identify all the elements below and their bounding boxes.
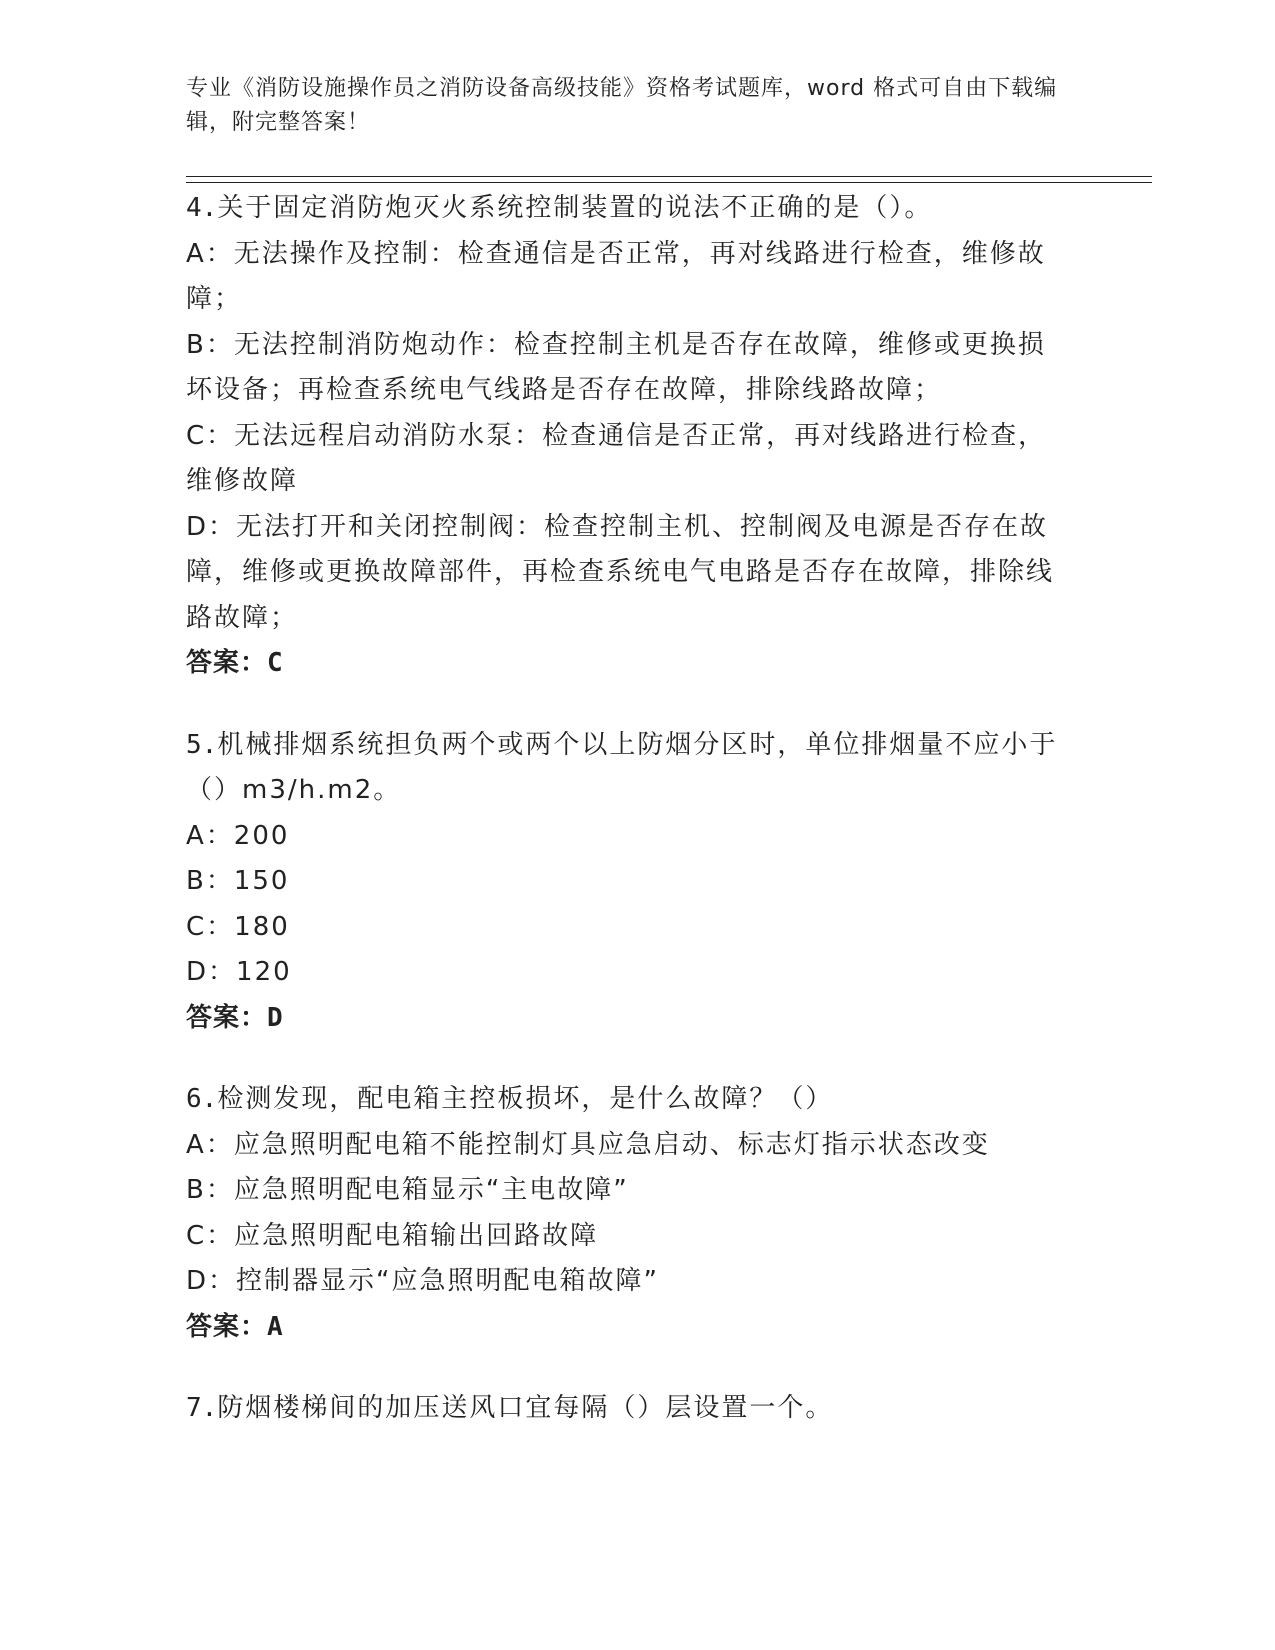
option-c: C：无法远程启动消防水泵：检查通信是否正常，再对线路进行检查，维修故障: [186, 420, 1047, 496]
question-stem: [186, 1077, 1066, 1123]
option-c: C：应急照明配电箱输出回路故障: [186, 1220, 599, 1251]
question-text: 机械排烟系统担负两个或两个以上防烟分区时，单位排烟量不应小于（）m3/h.m2。: [186, 729, 1058, 805]
question-7: [186, 1386, 1066, 1432]
option-c: C：180: [186, 911, 290, 942]
answer-label: 答案：: [186, 648, 268, 678]
question-number: 5.: [186, 729, 218, 760]
question-stem: [186, 1386, 1066, 1432]
question-text: 关于固定消防炮灭火系统控制装置的说法不正确的是（）。: [217, 193, 933, 223]
header-divider-bottom: [186, 182, 1152, 183]
header-text: 专业《消防设施操作员之消防设备高级技能》资格考试题库，word 格式可自由下载编辑，附完整答案！: [186, 76, 1058, 135]
question-number: 4.: [186, 193, 218, 223]
option-d: D：控制器显示“应急照明配电箱故障”: [186, 1266, 659, 1296]
question-4: [186, 186, 1066, 687]
answer-value: C: [267, 648, 284, 678]
option-d: D：无法打开和关闭控制阀：检查控制主机、控制阀及电源是否存在故障，维修或更换故障部件，再检查系统电气电路是否存在故障，排除线路故障；: [186, 511, 1055, 633]
answer-label: 答案：: [186, 1002, 268, 1033]
option-a: A：无法操作及控制：检查通信是否正常，再对线路进行检查，维修故障；: [186, 238, 1046, 314]
question-5: [186, 723, 1066, 1042]
question-stem: [186, 723, 1066, 814]
question-number: 6.: [186, 1084, 218, 1114]
answer-line: [186, 1305, 1066, 1351]
option-a: A：200: [186, 820, 290, 851]
option-b: B：应急照明配电箱显示“主电故障”: [186, 1175, 629, 1205]
document-header: [186, 72, 1066, 140]
answer-line: [186, 641, 1066, 687]
question-stem: [186, 186, 1066, 232]
answer-line: [186, 996, 1066, 1042]
header-divider-top: [186, 176, 1152, 177]
answer-value: A: [267, 1311, 284, 1342]
option-b: B：150: [186, 866, 290, 896]
question-number: 7.: [186, 1393, 218, 1423]
option-d: D：120: [186, 957, 292, 987]
question-text: 检测发现，配电箱主控板损坏，是什么故障？（）: [217, 1084, 834, 1114]
option-b: B：无法控制消防炮动作：检查控制主机是否存在故障，维修或更换损坏设备；再检查系统电气线路是否存在故障，排除线路故障；: [186, 329, 1046, 405]
answer-label: 答案：: [186, 1311, 268, 1342]
question-6: [186, 1077, 1066, 1350]
question-list: [186, 186, 1066, 1468]
question-text: 防烟楼梯间的加压送风口宜每隔（）层设置一个。: [217, 1393, 834, 1423]
option-a: A：应急照明配电箱不能控制灯具应急启动、标志灯指示状态改变: [186, 1129, 990, 1160]
answer-value: D: [267, 1002, 284, 1033]
